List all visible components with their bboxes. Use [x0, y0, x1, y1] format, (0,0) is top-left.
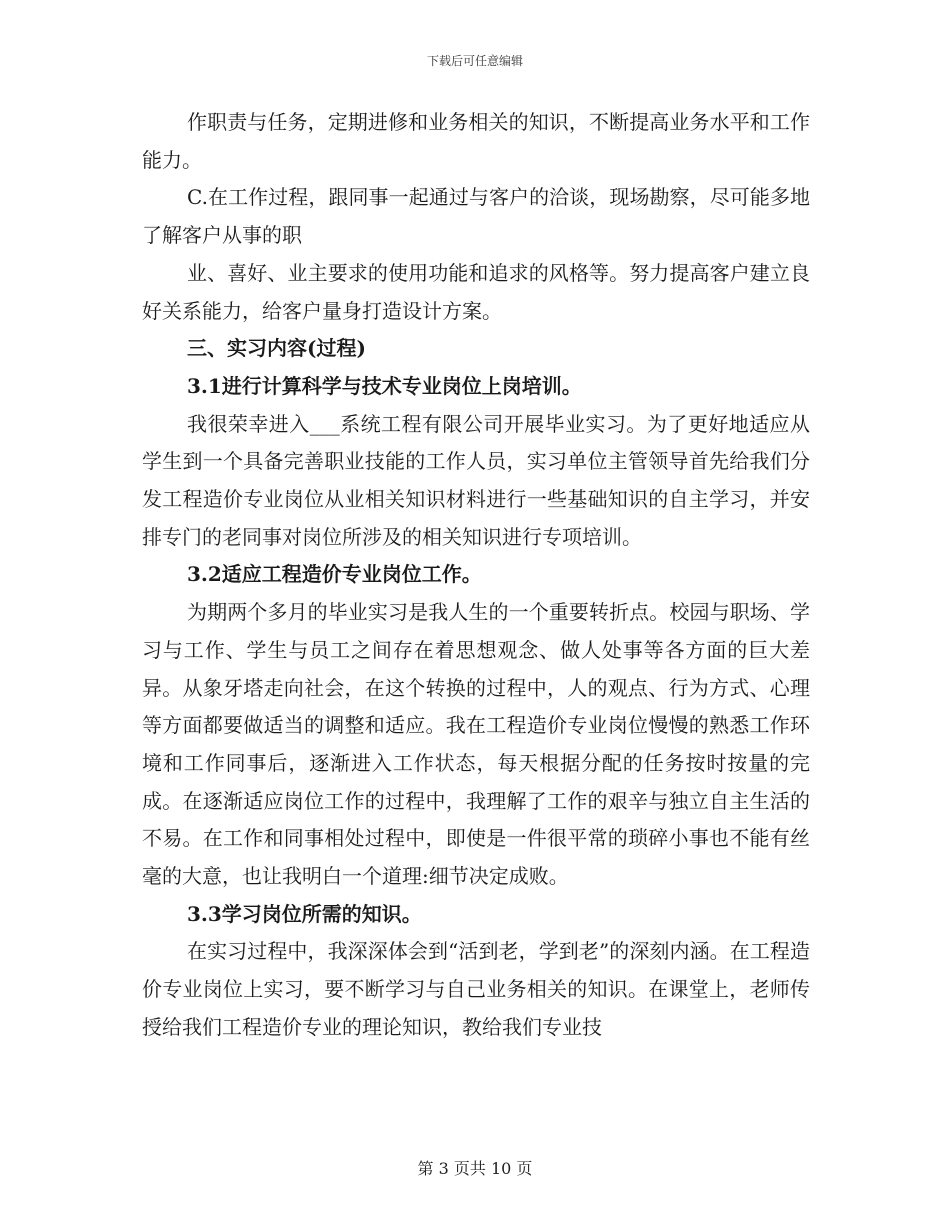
subsection-heading-3-3: 3.3学习岗位所需的知识。	[187, 901, 422, 926]
page-footer: 第 3 页共 10 页	[417, 1159, 533, 1178]
paragraph-duties: 作职责与任务，定期进修和业务相关的知识，不断提高业务水平和工作能力。	[142, 110, 810, 172]
subsection-heading-3-2: 3.2适应工程造价专业岗位工作。	[187, 562, 482, 587]
section-heading-3: 三、实习内容(过程)	[187, 336, 366, 361]
page-header: 下载后可任意编辑	[426, 54, 523, 68]
paragraph-3-1: 我很荣幸进入___系统工程有限公司开展毕业实习。为了更好地适应从学生到一个具备完善职业技能的工作人员，实习单位主管领导首先给我们分发工程造价专业岗位从业相关知识材料进行一些基础知识的自主学习，并安排专门的老同事对岗位所涉及的相关知识进行专项培训。	[142, 411, 810, 549]
paragraph-3-2: 为期两个多月的毕业实习是我人生的一个重要转折点。校园与职场、学习与工作、学生与员工之间存在着思想观念、做人处事等各方面的巨大差异。从象牙塔走向社会，在这个转换的过程中，人的观点、行为方式、心理等方面都要做适当的调整和适应。我在工程造价专业岗位慢慢的熟悉工作环境和工作同事后，逐渐进入工作状态，每天根据分配的任务按时按量的完成。在逐渐适应岗位工作的过程中，我理解了工作的艰辛与独立自主生活的不易。在工作和同事相处过程中，即使是一件很平常的琐碎小事也不能有丝毫的大意，也让我明白一个道理:细节决定成败。	[142, 600, 810, 889]
paragraph-item-c-continued: 业、喜好、业主要求的使用功能和追求的风格等。努力提高客户建立良好关系能力，给客户量身打造设计方案。	[142, 260, 810, 323]
document-body	[142, 104, 810, 1047]
paragraph-item-c: C.在工作过程，跟同事一起通过与客户的洽谈，现场勘察，尽可能多地了解客户从事的职	[142, 185, 810, 248]
subsection-heading-3-1: 3.1进行计算科学与技术专业岗位上岗培训。	[187, 373, 582, 398]
paragraph-3-3: 在实习过程中，我深深体会到“活到老，学到老”的深刻内涵。在工程造价专业岗位上实习，要不断学习与自己业务相关的知识。在课堂上，老师传授给我们工程造价专业的理论知识，教给我们专业技	[142, 939, 810, 1039]
